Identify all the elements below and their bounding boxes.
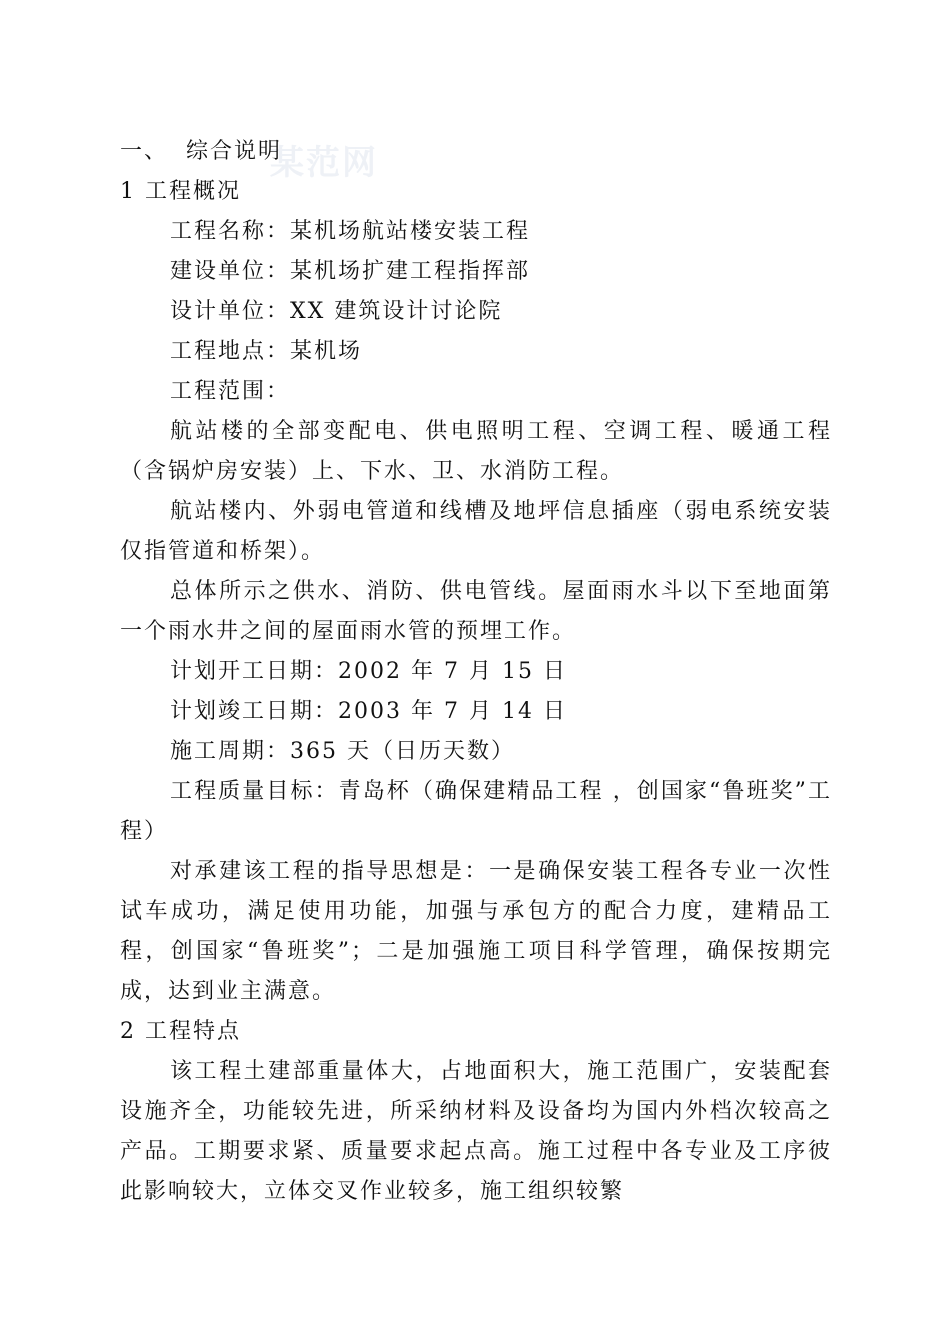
features-paragraph: 该工程土建部重量体大，占地面积大，施工范围广，安装配套设施齐全，功能较先进，所采纳材料及设备均为国内外档次较高之产品。工期要求紧、质量要求起点高。施工过程中各专业及工序彼此影响较大，立体交叉作业较多，施工组织较繁 bbox=[120, 1059, 832, 1204]
schedule-period: 施工周期：365 天（日历天数） bbox=[170, 739, 515, 764]
schedule-end: 计划竣工日期：2003 年 7 月 14 日 bbox=[170, 699, 567, 724]
field-designer: 设计单位：XX 建筑设计讨论院 bbox=[170, 299, 503, 324]
section-title: 综合说明 bbox=[186, 139, 283, 164]
document-body bbox=[120, 132, 832, 1212]
field-location: 工程地点：某机场 bbox=[170, 339, 363, 364]
subheading-features: 2 工程特点 bbox=[120, 1019, 241, 1044]
field-scope-label: 工程范围： bbox=[170, 379, 291, 404]
field-project-name: 工程名称：某机场航站楼安装工程 bbox=[170, 219, 531, 244]
section-number: 一、 bbox=[120, 139, 169, 164]
guiding-principle: 对承建该工程的指导思想是：一是确保安装工程各专业一次性试车成功，满足使用功能，加强与承包方的配合力度，建精品工程，创国家“鲁班奖”；二是加强施工项目科学管理，确保按期完成，达到业主满意。 bbox=[120, 859, 832, 1004]
scope-paragraph-1: 航站楼的全部变配电、供电照明工程、空调工程、暖通工程（含锅炉房安装）上、下水、卫、水消防工程。 bbox=[120, 419, 832, 484]
subheading-overview: 1 工程概况 bbox=[120, 179, 241, 204]
scope-paragraph-2: 航站楼内、外弱电管道和线槽及地坪信息插座（弱电系统安装仅指管道和桥架）。 bbox=[120, 499, 832, 564]
watermark: 某范网 bbox=[270, 143, 378, 183]
schedule-start: 计划开工日期：2002 年 7 月 15 日 bbox=[170, 659, 567, 684]
section-heading bbox=[120, 132, 832, 172]
field-client: 建设单位：某机场扩建工程指挥部 bbox=[170, 259, 531, 284]
scope-paragraph-3: 总体所示之供水、消防、供电管线。屋面雨水斗以下至地面第一个雨水井之间的屋面雨水管的预埋工作。 bbox=[120, 579, 832, 644]
quality-target: 工程质量目标：青岛杯（确保建精品工程 ，创国家“鲁班奖”工程） bbox=[120, 779, 832, 844]
